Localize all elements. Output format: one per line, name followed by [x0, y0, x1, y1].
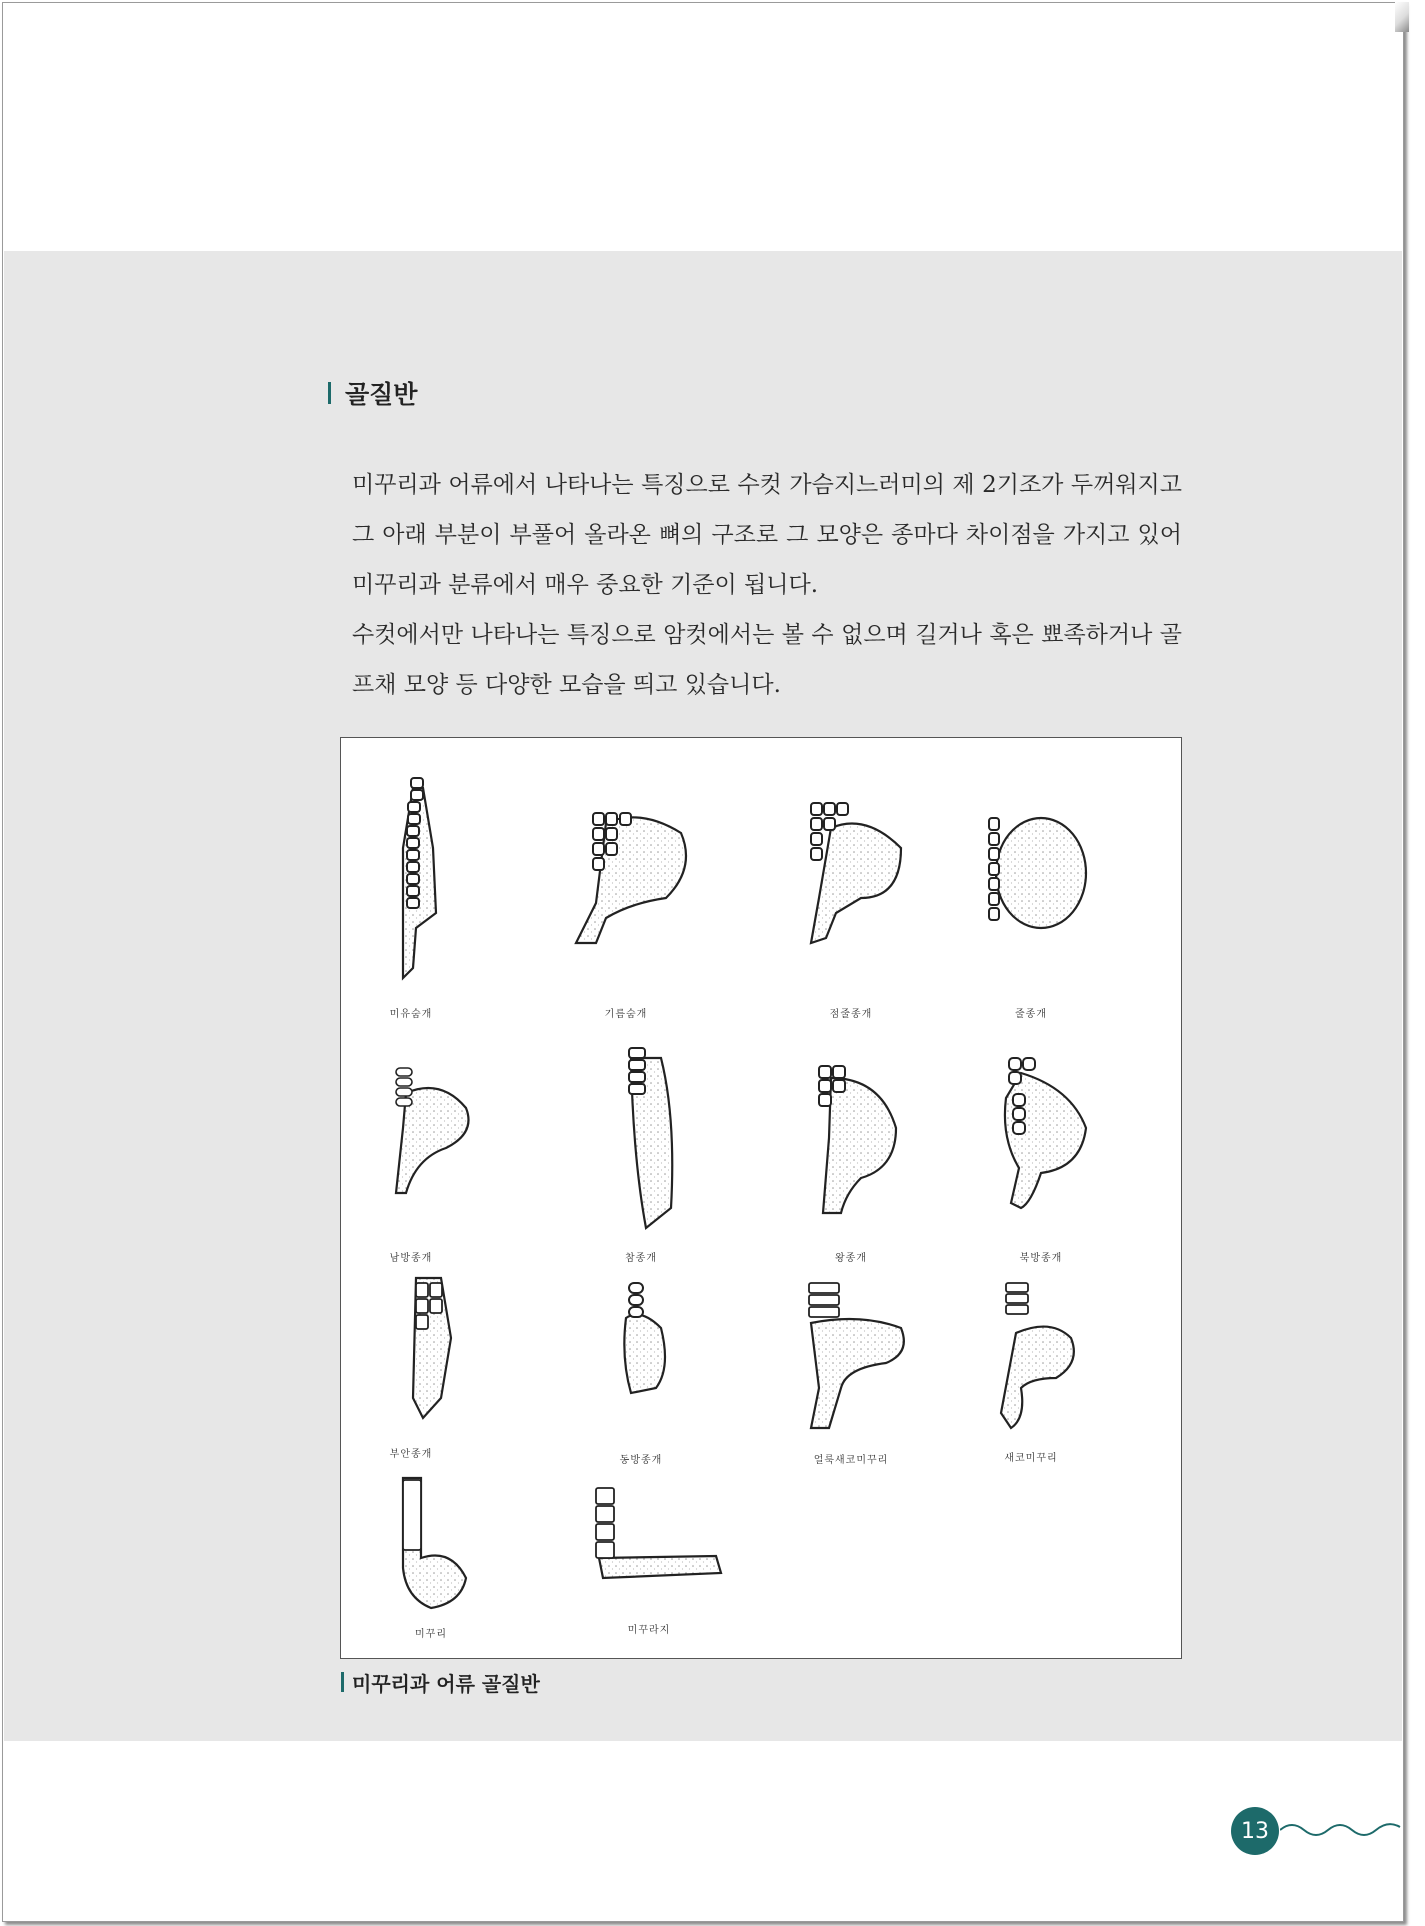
- species-label: 점줄종개: [829, 1009, 873, 1020]
- section-title: 골질반: [345, 380, 418, 409]
- bone-2-illustration: [576, 813, 686, 943]
- species-label: 기름숨개: [604, 1009, 648, 1020]
- species-label: 동방종개: [619, 1455, 663, 1466]
- caption-marker: [341, 1672, 344, 1692]
- bone-3-illustration: [811, 803, 901, 943]
- bone-11-illustration: [809, 1283, 904, 1428]
- page-curl: [1395, 2, 1409, 32]
- figure-panel: [340, 737, 1182, 1659]
- paragraph-2: 수컷에서만 나타나는 특징으로 암컷에서는 볼 수 없으며 길거나 혹은 뾰족하거나 골프채 모양 등 다양한 모습을 띄고 있습니다.: [352, 622, 1182, 698]
- species-label: 새코미꾸리: [1004, 1453, 1058, 1464]
- body-text: [352, 460, 1182, 710]
- bone-9-illustration: [413, 1278, 451, 1418]
- page-number: 13: [1231, 1807, 1279, 1855]
- species-label: 미꾸라지: [627, 1625, 671, 1636]
- species-label: 부안종개: [389, 1449, 433, 1460]
- bone-10-illustration: [624, 1283, 665, 1393]
- species-label: 미유숨개: [389, 1009, 433, 1020]
- bone-14-illustration: [596, 1488, 721, 1578]
- species-label: 남방종개: [389, 1253, 433, 1264]
- section-heading: [328, 376, 417, 410]
- species-label: 얼룩새코미꾸리: [813, 1455, 889, 1466]
- bone-7-illustration: [819, 1066, 896, 1213]
- figure-illustrations: [341, 738, 1181, 1658]
- bone-1-illustration: [403, 778, 436, 978]
- figure-caption: [341, 1668, 540, 1696]
- bone-6-illustration: [629, 1048, 672, 1228]
- species-label: 왕종개: [835, 1253, 867, 1264]
- bone-13-illustration: [403, 1478, 466, 1608]
- heading-marker: [328, 382, 331, 404]
- caption-text: 미꾸리과 어류 골질반: [352, 1671, 540, 1696]
- bone-5-illustration: [396, 1068, 469, 1193]
- bone-12-illustration: [1001, 1283, 1074, 1428]
- bone-4-illustration: [989, 818, 1086, 928]
- paragraph-1: 미꾸리과 어류에서 나타나는 특징으로 수컷 가슴지느러미의 제 2기조가 두꺼워지고 그 아래 부분이 부풀어 올라온 뼈의 구조로 그 모양은 종마다 차이점을 가지고 있어 미꾸리과 분류에서 매우 중요한 기준이 됩니다.: [352, 472, 1182, 598]
- bone-8-illustration: [1005, 1058, 1086, 1208]
- species-label: 미꾸리: [415, 1629, 447, 1640]
- wave-decoration: [1280, 1815, 1410, 1845]
- species-label: 참종개: [625, 1253, 657, 1264]
- species-label: 줄종개: [1015, 1009, 1047, 1020]
- species-label: 북방종개: [1019, 1253, 1063, 1264]
